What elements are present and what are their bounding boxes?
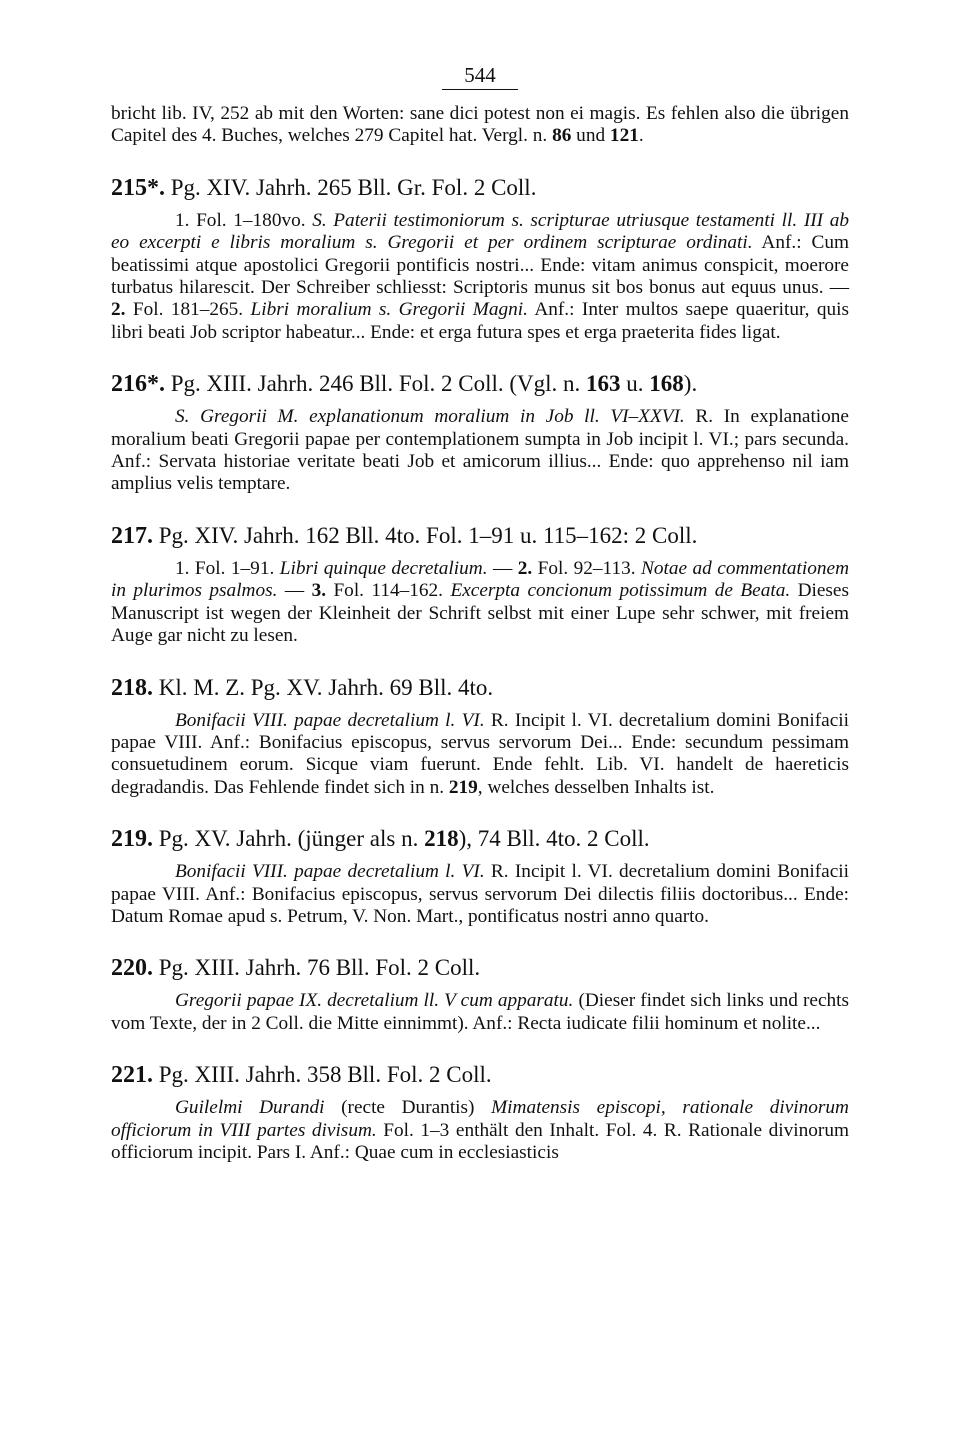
author-name: Guilelmi Durandi xyxy=(175,1097,325,1119)
work-title: Gregorii papae IX. decretalium ll. V cum apparatu. xyxy=(175,990,574,1012)
entry-number: 219. xyxy=(111,826,153,853)
entry-number: 220. xyxy=(111,955,153,982)
entry-body: Guilelmi Durandi (recte Durantis) Mimatensis episcopi, rationale divinorum officiorum in VIII partes divisum. Fol. 1–3 enthält den Inhalt. Fol. 4. R. Rationale divinorum officiorum incipit. Pars I. Anf.: Quae cum in ecclesiasticis xyxy=(111,1097,849,1163)
entry-heading: 217. Pg. XIV. Jahrh. 162 Bll. 4to. Fol. 1–91 u. 115–162: 2 Coll. xyxy=(111,522,698,549)
work-title: S. Paterii testimoniorum s. scripturae utriusque testamenti ll. III ab eo excerpti e libris moralium s. Gregorii et per ordinem scripturae ordinati. xyxy=(111,209,849,254)
entry-heading: 215*. Pg. XIV. Jahrh. 265 Bll. Gr. Fol. 2 Coll. xyxy=(111,174,537,201)
work-title: Mimatensis episcopi, rationale divinorum officiorum in VIII partes divisum. xyxy=(111,1097,849,1141)
entry-219 xyxy=(111,825,849,928)
entry-216 xyxy=(111,370,849,496)
entry-heading: 219. Pg. XV. Jahrh. (jünger als n. 218), 74 Bll. 4to. 2 Coll. xyxy=(111,826,650,853)
entry-number: 215*. xyxy=(111,174,165,201)
continuation-paragraph: bricht lib. IV, 252 ab mit den Worten: sane dici potest non ei magis. Es fehlen also die übrigen Capitel des 4. Buches, welches 279 Capitel hat. Vergl. n. 86 und 121. xyxy=(111,103,849,147)
entry-number: 221. xyxy=(111,1062,153,1089)
entry-heading: 218. Kl. M. Z. Pg. XV. Jahrh. 69 Bll. 4to. xyxy=(111,674,494,701)
entry-number: 218. xyxy=(111,674,153,701)
cross-reference: 163 xyxy=(586,371,621,397)
entry-215 xyxy=(111,174,849,344)
document-page xyxy=(111,62,849,1190)
entry-217 xyxy=(111,522,849,648)
work-title: Libri quinque decretalium. xyxy=(279,557,488,579)
cross-reference: 121 xyxy=(609,125,639,147)
entry-body: Bonifacii VIII. papae decretalium l. VI. R. Incipit l. VI. decretalium domini Bonifacii papae VIII. Anf.: Bonifacius episcopus, servus servorum Dei... Ende: secundum pessimam consuetudinem eorum. Sicque viam fuerunt. Ende fehlt. Lib. VI. handelt de haereticis degradandis. Das Fehlende findet sich in n. 219, welches desselben Inhalts ist. xyxy=(111,709,849,798)
entry-218 xyxy=(111,674,849,800)
entry-220 xyxy=(111,954,849,1035)
entry-body: Bonifacii VIII. papae decretalium l. VI. R. Incipit l. VI. decretalium domini Bonifacii papae VIII. Anf.: Bonifacius episcopus, servus servorum Dei dilectis filiis doctoribus... Ende: Datum Romae apud s. Petrum, V. Non. Mart., pontificatus nostri anno quarto. xyxy=(111,861,849,927)
work-title: Bonifacii VIII. papae decretalium l. VI. xyxy=(175,709,485,731)
work-title: Bonifacii VIII. papae decretalium l. VI. xyxy=(175,861,485,883)
entry-heading: 220. Pg. XIII. Jahrh. 76 Bll. Fol. 2 Coll. xyxy=(111,955,481,982)
entry-heading: 221. Pg. XIII. Jahrh. 358 Bll. Fol. 2 Coll. xyxy=(111,1062,492,1089)
entry-number: 217. xyxy=(111,522,153,549)
entry-221 xyxy=(111,1061,849,1164)
cross-reference: 219 xyxy=(448,776,478,798)
entry-heading: 216*. Pg. XIII. Jahrh. 246 Bll. Fol. 2 Coll. (Vgl. n. 163 u. 168). xyxy=(111,371,698,398)
entry-body: 1. Fol. 1–180vo. S. Paterii testimoniorum s. scripturae utriusque testamenti ll. III ab eo excerpti e libris moralium s. Gregorii et per ordinem scripturae ordinati. Anf.: Cum beatissimi atque apostolici Gregorii pontificis nostri... Ende: vitam animus conspicit, moerore turbatus hilarescit. Der Schreiber schliesst: Scriptoris munus sit bos bonus aut equus unus. — 2. Fol. 181–265. Libri moralium s. Gregorii Magni. Anf.: Inter multos saepe quaeritur, quis libri beati Job scriptor habeatur... Ende: et erga futura spes et erga praeterita fides ligat. xyxy=(111,209,850,343)
work-title: S. Gregorii M. explanationum moralium in Job ll. VI–XXVI. xyxy=(175,406,685,428)
work-title: Excerpta concionum potissimum de Beata. xyxy=(450,580,791,602)
entry-body: S. Gregorii M. explanationum moralium in Job ll. VI–XXVI. R. In explanatione moralium beati Gregorii papae per contemplationem sumpta in Job incipit l. VI.; pars secunda. Anf.: Servata historiae veritate beati Job et amicorum illius... Ende: quo apprehenso nil iam amplius velis temptare. xyxy=(111,406,849,495)
cross-reference: 86 xyxy=(552,125,572,147)
page-number: 544 xyxy=(111,62,849,90)
cross-reference: 168 xyxy=(649,371,684,397)
entry-number: 216*. xyxy=(111,371,165,398)
work-title: Libri moralium s. Gregorii Magni. xyxy=(250,299,528,321)
cross-reference: 218 xyxy=(424,826,459,852)
work-title: Notae ad commentationem in plurimos psalmos. xyxy=(111,557,849,602)
entry-body: Gregorii papae IX. decretalium ll. V cum apparatu. (Dieser findet sich links und rechts vom Texte, der in 2 Coll. die Mitte einnimmt). Anf.: Recta iudicate filii hominum et nolite... xyxy=(111,990,850,1034)
entry-body: 1. Fol. 1–91. Libri quinque decretalium. — 2. Fol. 92–113. Notae ad commentationem in plurimos psalmos. — 3. Fol. 114–162. Excerpta concionum potissimum de Beata. Dieses Manuscript ist wegen der Kleinheit der Schrift selbst mit einer Lupe sehr schwer, mit freiem Auge gar nicht zu lesen. xyxy=(111,557,849,647)
